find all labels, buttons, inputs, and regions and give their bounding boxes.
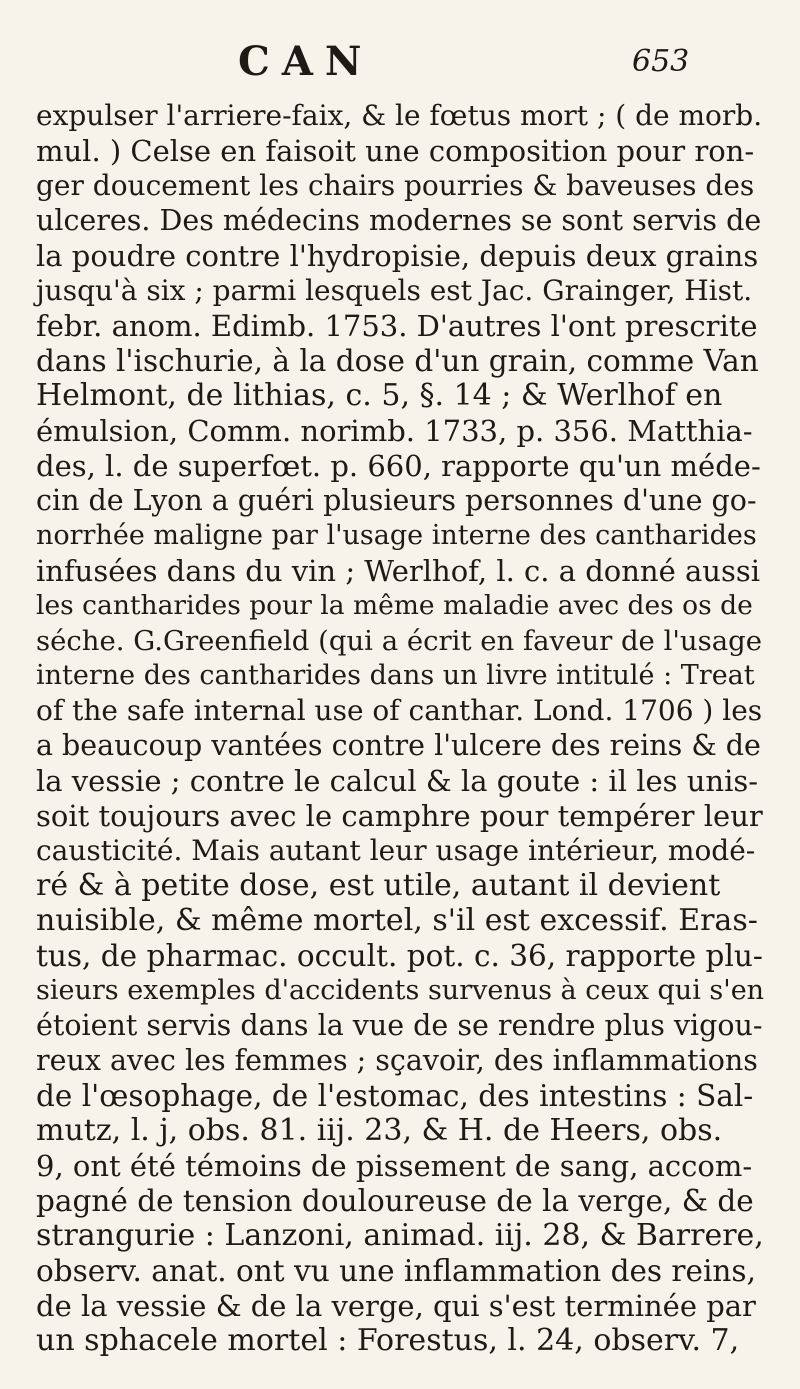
- text-line: la vessie ; contre le calcul & la goute : il les unis-: [36, 764, 759, 798]
- text-line: observ. anat. ont vu une inflammation des reins,: [36, 1254, 756, 1288]
- text-line: de la vessie & de la verge, qui s'est terminée par: [36, 1289, 756, 1323]
- text-line: pagné de tension douloureuse de la verge, & de: [36, 1184, 754, 1218]
- text-line: strangurie : Lanzoni, animad. iij. 28, & Barrere,: [36, 1218, 764, 1253]
- text-line: un sphacele mortel : Forestus, l. 24, observ. 7,: [36, 1323, 740, 1358]
- text-line: Helmont, de lithias, c. 5, §. 14 ; & Werlhof en: [36, 378, 723, 413]
- text-line: interne des cantharides dans un livre intitulé : Treat: [36, 660, 755, 691]
- text-line: de l'œsophage, de l'estomac, des intestins : Sal-: [36, 1079, 754, 1113]
- text-line: cin de Lyon a guéri plusieurs personnes d'une go-: [36, 484, 757, 517]
- text-line: séche. G.Greenfield (qui a écrit en faveur de l'usage: [36, 625, 763, 657]
- text-line: infusées dans du vin ; Werlhof, l. c. a donné aussi: [36, 554, 760, 588]
- text-line: norrhée maligne par l'usage interne des cantharides: [36, 520, 757, 551]
- text-line: tus, de pharmac. occult. pot. c. 36, rapporte plu-: [36, 939, 763, 973]
- text-line: a beaucoup vantées contre l'ulcere des reins & de: [36, 729, 761, 762]
- text-line: febr. anom. Edimb. 1753. D'autres l'ont prescrite: [36, 309, 758, 343]
- text-line: dans l'ischurie, à la dose d'un grain, comme Van: [36, 344, 759, 378]
- text-line: les cantharides pour la même maladie avec des os de: [36, 590, 753, 621]
- text-line: causticité. Mais autant leur usage intérieur, modé-: [36, 834, 756, 867]
- body-text: [36, 96, 764, 1376]
- text-line: soit toujours avec le camphre pour tempérer leur: [36, 799, 763, 833]
- text-line: ulceres. Des médecins modernes se sont servis de: [36, 204, 762, 237]
- text-line: étoient servis dans la vue de se rendre plus vigou-: [36, 1009, 763, 1042]
- text-line: ré & à petite dose, est utile, autant il devient: [36, 868, 721, 903]
- text-line: des, l. de superfœt. p. 660, rapporte qu'un méde-: [36, 449, 761, 483]
- text-line: 9, ont été témoins de pissement de sang, accom-: [36, 1149, 753, 1183]
- text-line: mutz, l. j, obs. 81. iij. 23, & H. de Heers, obs.: [36, 1113, 723, 1148]
- text-line: expulser l'arriere-faix, & le fœtus mort ; ( de morb.: [36, 99, 763, 132]
- page-number: 653: [632, 44, 690, 79]
- text-line: ger doucement les chairs pourries & baveuses des: [36, 169, 755, 202]
- text-line: sieurs exemples d'accidents survenus à ceux qui s'en: [36, 975, 765, 1006]
- text-line: reux avec les femmes ; sçavoir, des inflammations: [36, 1044, 758, 1077]
- text-line: émulsion, Comm. norimb. 1733, p. 356. Matthia-: [36, 414, 753, 448]
- text-line: mul. ) Celse en faisoit une composition pour ron-: [36, 134, 755, 168]
- text-line: la poudre contre l'hydropisie, depuis deux grains: [36, 239, 759, 273]
- page-header: [0, 38, 800, 98]
- running-head: CAN: [238, 38, 374, 85]
- text-line: of the safe internal use of canthar. Lond. 1706 ) les: [36, 694, 763, 727]
- text-line: jusqu'à six ; parmi lesquels est Jac. Grainger, Hist.: [36, 274, 753, 307]
- text-line: nuisible, & même mortel, s'il est excessif. Eras-: [36, 903, 758, 938]
